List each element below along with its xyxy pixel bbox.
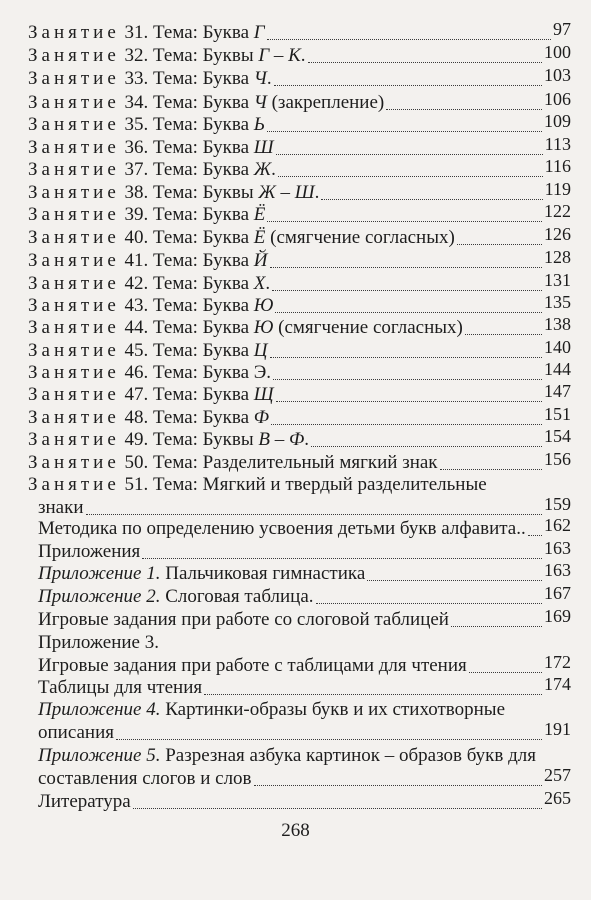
toc-lesson-letter: Ю <box>253 295 274 316</box>
toc-leader-dots <box>367 580 542 581</box>
toc-lesson-title: Тема: Буква Э. <box>153 362 272 383</box>
toc-entry <box>0 292 591 317</box>
toc-entry <box>0 179 591 204</box>
toc-page-number: 167 <box>544 583 571 603</box>
toc-lesson-title: Тема: Разделительный мягкий знак <box>153 452 438 473</box>
toc-page-number: 122 <box>544 201 571 221</box>
toc-entry-text: Приложение 3. <box>38 632 159 653</box>
toc-lesson-letter: Ю <box>253 317 274 338</box>
toc-appendix-title: Картинки-образы букв и их стихотворные <box>160 699 505 720</box>
toc-entry-igrovye-2 <box>0 652 591 677</box>
toc-entry-continuation <box>0 494 591 519</box>
toc-lesson-rest: . <box>265 273 271 294</box>
toc-lesson-prefix: Занятие <box>28 407 120 428</box>
toc-leader-dots <box>267 131 542 132</box>
toc-page-number: 126 <box>544 224 571 244</box>
toc-lesson-prefix: Занятие <box>28 137 120 158</box>
toc-entry-literatura <box>0 788 591 813</box>
toc-lesson-title: Тема: Буква <box>153 384 254 405</box>
toc-entry <box>0 201 591 226</box>
toc-entry <box>0 19 591 44</box>
toc-entry-text: знаки <box>38 497 84 518</box>
toc-lesson-number: 49. <box>124 429 149 450</box>
toc-lesson-number: 32. <box>124 45 149 66</box>
toc-lesson-number: 35. <box>124 114 149 135</box>
toc-leader-dots <box>267 39 551 40</box>
toc-lesson-rest: . <box>266 68 272 89</box>
toc-lesson-letter: Х <box>253 273 266 294</box>
toc-lesson-prefix: Занятие <box>28 92 120 113</box>
toc-leader-dots <box>528 535 542 536</box>
toc-entry-text <box>28 362 271 384</box>
toc-entry-text: Таблицы для чтения <box>38 677 203 698</box>
toc-page-number: 191 <box>544 719 571 739</box>
toc-entry-igrovye-1 <box>0 606 591 631</box>
toc-entry-text <box>28 182 319 204</box>
toc-leader-dots <box>276 401 542 402</box>
toc-lesson-number: 42. <box>124 273 149 294</box>
toc-lesson-prefix: Занятие <box>28 227 120 248</box>
toc-lesson-prefix: Занятие <box>28 340 120 361</box>
toc-lesson-prefix: Занятие <box>28 317 120 338</box>
toc-entry-appendix-1 <box>0 560 591 585</box>
toc-lesson-number: 43. <box>124 295 149 316</box>
toc-entry <box>0 247 591 272</box>
toc-leader-dots <box>275 312 542 313</box>
toc-entry-text <box>38 699 505 721</box>
toc-page-number: 257 <box>544 765 571 785</box>
toc-lesson-letter: Ш <box>253 137 274 158</box>
toc-lesson-letter: Ь <box>253 114 265 135</box>
toc-leader-dots <box>86 514 542 515</box>
toc-lesson-number: 36. <box>124 137 149 158</box>
toc-page-number: 100 <box>544 42 571 62</box>
toc-lesson-number: 31. <box>124 22 149 43</box>
toc-lesson-letter: В – Ф <box>258 429 305 450</box>
toc-entry-text <box>28 474 487 496</box>
toc-appendix-title: Пальчиковая гимнастика <box>160 563 366 584</box>
toc-leader-dots <box>469 672 542 673</box>
toc-entry <box>0 42 591 67</box>
toc-entry <box>0 134 591 159</box>
toc-page-number: 97 <box>553 19 571 39</box>
toc-entry-text <box>28 22 265 44</box>
toc-entry <box>0 474 591 496</box>
toc-entry-appendix-2 <box>0 583 591 608</box>
toc-appendix-label: Приложение 1. <box>38 563 161 584</box>
toc-lesson-rest: (смягчение согласных) <box>273 317 463 338</box>
toc-lesson-letter: Г <box>253 22 265 43</box>
toc-leader-dots <box>133 808 542 809</box>
toc-lesson-prefix: Занятие <box>28 429 120 450</box>
toc-page-number: 159 <box>544 494 571 514</box>
page-number: 268 <box>281 820 310 841</box>
toc-lesson-prefix: Занятие <box>28 68 120 89</box>
toc-lesson-letter: Щ <box>253 384 274 405</box>
toc-entry <box>0 426 591 451</box>
toc-lesson-prefix: Занятие <box>28 474 120 495</box>
toc-entry <box>0 89 591 114</box>
toc-leader-dots <box>308 62 542 63</box>
toc-leader-dots <box>321 199 543 200</box>
toc-appendix-label: Приложение 5. <box>38 745 161 766</box>
toc-lesson-title: Тема: Буква <box>153 227 254 248</box>
toc-lesson-prefix: Занятие <box>28 22 120 43</box>
toc-entry-appendix-4-continuation <box>0 719 591 744</box>
toc-entry-text <box>28 407 269 429</box>
toc-lesson-prefix: Занятие <box>28 273 120 294</box>
toc-lesson-rest: . <box>314 182 320 203</box>
toc-lesson-title: Тема: Буква <box>153 317 254 338</box>
toc-appendix-title: Разрезная азбука картинок – образов букв для <box>160 745 537 766</box>
toc-entry <box>0 337 591 362</box>
toc-entry-text <box>28 204 265 226</box>
toc-page-number: 128 <box>544 247 571 267</box>
toc-entry <box>0 65 591 90</box>
toc-leader-dots <box>204 694 542 695</box>
toc-page-number: 103 <box>544 65 571 85</box>
toc-lesson-number: 50. <box>124 452 149 473</box>
toc-entry-text: Приложения <box>38 541 141 562</box>
toc-lesson-letter: Ё <box>253 204 266 225</box>
toc-lesson-rest: (смягчение согласных) <box>265 227 455 248</box>
toc-entry-text <box>28 92 384 114</box>
toc-leader-dots <box>272 290 542 291</box>
toc-lesson-prefix: Занятие <box>28 250 120 271</box>
toc-leader-dots <box>273 379 542 380</box>
toc-entry <box>0 156 591 181</box>
toc-lesson-title: Тема: Буква <box>153 137 254 158</box>
toc-entry-text <box>28 273 270 295</box>
toc-entry <box>0 270 591 295</box>
toc-lesson-title: Тема: Буква <box>153 340 254 361</box>
toc-page-number: 169 <box>544 606 571 626</box>
toc-lesson-prefix: Занятие <box>28 295 120 316</box>
toc-page-number: 174 <box>544 674 571 694</box>
toc-entry <box>0 449 591 474</box>
toc-page-number: 147 <box>544 381 571 401</box>
toc-lesson-letter: Ж <box>253 159 272 180</box>
toc-lesson-number: 48. <box>124 407 149 428</box>
toc-entry-text: Игровые задания при работе с таблицами для чтения <box>38 655 467 676</box>
toc-lesson-title: Тема: Буквы <box>153 429 259 450</box>
toc-lesson-title: Тема: Буква <box>153 92 254 113</box>
toc-entry <box>0 111 591 136</box>
toc-page-number: 265 <box>544 788 571 808</box>
toc-lesson-letter: Г – К <box>258 45 301 66</box>
toc-entry <box>0 359 591 384</box>
toc-leader-dots <box>311 446 542 447</box>
toc-leader-dots <box>316 603 542 604</box>
toc-appendix-title: Слоговая таблица. <box>160 586 314 607</box>
toc-page-number: 119 <box>544 179 571 199</box>
toc-lesson-number: 47. <box>124 384 149 405</box>
toc-lesson-rest: . <box>271 159 276 180</box>
toc-entry-text: составления слогов и слов <box>38 768 252 789</box>
toc-page-number: 113 <box>544 134 571 154</box>
toc-lesson-rest: . <box>304 429 309 450</box>
toc-lesson-title: Тема: Мягкий и твердый разделительные <box>153 474 487 495</box>
toc-leader-dots <box>271 424 542 425</box>
toc-lesson-number: 34. <box>124 92 149 113</box>
toc-page-number: 106 <box>544 89 571 109</box>
toc-lesson-number: 39. <box>124 204 149 225</box>
toc-page-number: 151 <box>544 404 571 424</box>
toc-entry-text <box>28 340 268 362</box>
toc-lesson-title: Тема: Буква <box>153 250 254 271</box>
toc-entry-text <box>38 586 314 608</box>
toc-entry <box>0 224 591 249</box>
toc-lesson-title: Тема: Буква <box>153 22 254 43</box>
toc-lesson-title: Тема: Буква <box>153 68 254 89</box>
toc-lesson-letter: Ё <box>253 227 266 248</box>
toc-page-number: 156 <box>544 449 571 469</box>
toc-leader-dots <box>276 154 543 155</box>
toc-lesson-letter: Ц <box>253 340 268 361</box>
toc-page-number: 162 <box>544 515 571 535</box>
toc-page-number: 138 <box>544 314 571 334</box>
toc-lesson-title: Тема: Буква <box>153 407 254 428</box>
toc-entry-text: описания <box>38 722 115 743</box>
toc-page-number: 116 <box>544 156 571 176</box>
toc-entry-text <box>28 137 274 159</box>
toc-entry-appendix-4 <box>0 699 591 721</box>
toc-page-number: 144 <box>544 359 571 379</box>
toc-lesson-number: 41. <box>124 250 149 271</box>
toc-lesson-title: Тема: Буква <box>153 159 254 180</box>
toc-leader-dots <box>451 626 542 627</box>
toc-page-number: 163 <box>544 538 571 558</box>
toc-lesson-number: 40. <box>124 227 149 248</box>
toc-lesson-title: Тема: Буквы <box>153 182 259 203</box>
toc-appendix-label: Приложение 2. <box>38 586 161 607</box>
toc-page-number: 135 <box>544 292 571 312</box>
toc-entry-text: Методика по определению усвоения детьми букв алфавита.. <box>38 518 526 539</box>
toc-lesson-letter: Ч <box>253 68 267 89</box>
toc-lesson-number: 44. <box>124 317 149 338</box>
toc-entry-text <box>28 68 272 90</box>
toc-lesson-number: 33. <box>124 68 149 89</box>
toc-entry-text <box>28 159 276 181</box>
toc-entry-text <box>38 745 536 767</box>
toc-lesson-number: 37. <box>124 159 149 180</box>
toc-entry <box>0 381 591 406</box>
toc-lesson-letter: Ч <box>253 92 267 113</box>
toc-leader-dots <box>116 739 542 740</box>
toc-lesson-prefix: Занятие <box>28 362 120 383</box>
toc-leader-dots <box>465 334 542 335</box>
toc-entry-text <box>28 45 306 67</box>
toc-page-number: 109 <box>544 111 571 131</box>
toc-entry-text <box>28 317 463 339</box>
toc-leader-dots <box>267 221 542 222</box>
toc-lesson-prefix: Занятие <box>28 182 120 203</box>
toc-lesson-letter: Ф <box>253 407 270 428</box>
toc-leader-dots <box>278 176 543 177</box>
toc-entry-text <box>28 429 309 451</box>
toc-entry-text <box>28 295 273 317</box>
toc-entry-text <box>28 114 265 136</box>
toc-page-number: 140 <box>544 337 571 357</box>
toc-lesson-prefix: Занятие <box>28 114 120 135</box>
toc-entry-text <box>28 384 274 406</box>
toc-lesson-title: Тема: Буква <box>153 273 254 294</box>
toc-lesson-title: Тема: Буква <box>153 114 254 135</box>
toc-page-number: 163 <box>544 560 571 580</box>
toc-leader-dots <box>440 469 542 470</box>
toc-leader-dots <box>254 785 542 786</box>
toc-entry-appendix-3 <box>0 632 591 654</box>
toc-entry-appendix-5 <box>0 745 591 767</box>
toc-entry <box>0 404 591 429</box>
toc-page-number: 131 <box>544 270 571 290</box>
toc-entry-text <box>38 563 365 585</box>
toc-lesson-number: 38. <box>124 182 149 203</box>
toc-leader-dots <box>386 109 542 110</box>
toc-entry <box>0 314 591 339</box>
toc-lesson-number: 46. <box>124 362 149 383</box>
toc-entry-metodika <box>0 515 591 540</box>
toc-lesson-letter: Й <box>253 250 268 271</box>
toc-lesson-title: Тема: Буква <box>153 204 254 225</box>
toc-entry-text <box>28 227 455 249</box>
toc-lesson-letter: Ж – Ш <box>258 182 315 203</box>
toc-lesson-prefix: Занятие <box>28 45 120 66</box>
toc-leader-dots <box>274 85 542 86</box>
toc-lesson-prefix: Занятие <box>28 384 120 405</box>
toc-leader-dots <box>457 244 542 245</box>
toc-lesson-number: 45. <box>124 340 149 361</box>
toc-entry-text: Игровые задания при работе со слоговой таблицей <box>38 609 449 630</box>
toc-entry-prilozheniya <box>0 538 591 563</box>
toc-lesson-rest: . <box>300 45 306 66</box>
toc-entry-tablicy <box>0 674 591 699</box>
toc-page-number: 154 <box>544 426 571 446</box>
toc-lesson-prefix: Занятие <box>28 204 120 225</box>
toc-entry-text <box>28 250 268 272</box>
toc-leader-dots <box>270 267 542 268</box>
toc-lesson-title: Тема: Буквы <box>153 45 259 66</box>
toc-lesson-rest: (закрепление) <box>266 92 385 113</box>
toc-leader-dots <box>142 558 542 559</box>
toc-lesson-prefix: Занятие <box>28 452 120 473</box>
toc-entry-appendix-5-continuation <box>0 765 591 790</box>
toc-lesson-number: 51. <box>124 474 149 495</box>
toc-leader-dots <box>270 357 542 358</box>
toc-lesson-prefix: Занятие <box>28 159 120 180</box>
toc-entry-text: Литература <box>38 791 131 812</box>
toc-entry-text <box>28 452 438 474</box>
toc-page-number: 172 <box>544 652 571 672</box>
toc-lesson-title: Тема: Буква <box>153 295 254 316</box>
toc-appendix-label: Приложение 4. <box>38 699 161 720</box>
